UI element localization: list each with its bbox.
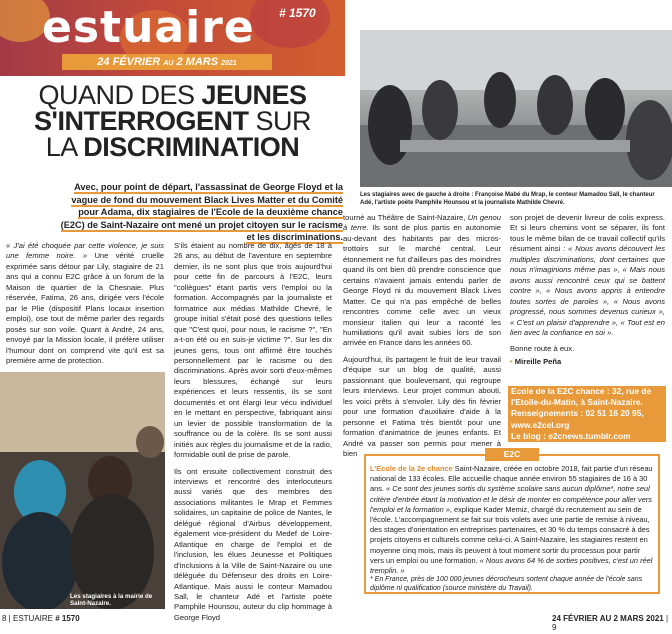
opening-quote: « J'ai été choquée par cette violence, je suis une femme noire. » — [6, 241, 164, 261]
issue-number: # 1570 — [279, 6, 316, 20]
date-au: AU — [163, 60, 174, 67]
e2c-text — [370, 464, 656, 576]
infobox-phone: Renseignements : 02 51 16 20 95, www.e2cel.org — [511, 408, 644, 430]
footer-left: 8 | ESTUAIRE # 1570 — [2, 614, 80, 623]
col2-paragraph: Ils ont ensuite collectivement construit des interviews et rencontré des interlocuteurs aussi variés que des membres des associations militantes le Mrap et Femmes solidaires, un capitaine de police de Nantes, le délégué régional d'Airbus développement, également vice-président du Medef de Loire-Atlantique en charge de l'emploi et de l'inclusion, les élues Jeunesse et Politiques d'inclusions à la Ville de Saint-Nazaire ou une déléguée du Défenseur des droits en Loire-Atlantique. Mais aussi le conteur Mamadou Sall, le chanteur Adé et l'artiste poète Pamphile Hounsou, auteur du clip hommage à George Floyd — [174, 466, 332, 622]
title-part: LA — [45, 132, 84, 162]
date-start: 24 FÉVRIER — [97, 56, 161, 68]
e2c-tag: E2C — [485, 448, 539, 461]
contact-infobox — [508, 386, 666, 442]
footer-magazine: ESTUAIRE — [12, 614, 53, 623]
e2c-body: Saint-Nazaire, créée en octobre 2018, fait partie d'un réseau national de 133 écoles. Elle accueille chaque année environ 55 stagiaires de 16 à 30 ans. — [370, 464, 653, 494]
magazine-logo: estuaire — [42, 2, 255, 53]
testimony-quotes: « Nous avons découvert les multiples discriminations, dont certaines que nous n'imaginions même pas », « Mais nous avons aussi rencontré ceux qui se battent contre », « Nous avons appris à entendre toutes sortes de paroles », « Nous avons progressé, nous sommes devenus curieux », « C'est un plaisir d'apprendre », « Tout est en lien avec la confiance en soi ». — [510, 244, 665, 337]
col2-paragraph: S'ils étaient au nombre de dix, âgés de 18 à 26 ans, au début de l'aventure en septembre dernier, ils ne sont plus que trois aujourd'hui pour cette fin de parcours à l'E2C, leurs "collègues" étant partis vers l'emploi ou la formation. Accompagnés par la journaliste et formatrice aux médias Mathilde Chevré, le groupe initial s'était posé des questions telles que "C'est quoi, pour nous, le racisme ?", "En a-t-on été ou en suis-je victime ?". Sur les dix jeunes gens, tous ont affirmé être touchés personnellement par le racisme ou des discriminations. Après avoir sorti d'eux-mêmes leurs blessures, échangé sur leurs expériences et leurs ressentis, ils se sont documentés et ont élargi leur vécu individuel en le mettant en perspective, fabriquant ainsi un levier de possible transformation de la souffrance ou de la colère. Ils se sont aussi initiés aux règles du journalisme et de la radio, formidable outil de prise de parole. — [174, 241, 332, 460]
article-title — [0, 82, 345, 160]
col3-paragraph: Aujourd'hui, ils partagent le fruit de leur travail d'équipe sur un blog de qualité, aussi passionnant que bouleversant, qui regroupe leurs interviews. Leur projet commun abouti, les voici prêts à s'envoler. Lily dès fin février pour une formation d'auxiliaire d'aide à la personne et Fatima très bientôt pour une formation d'animatrice de jeunes enfants. Et André va passer son permis pour mener à bien — [343, 354, 501, 458]
date-year: 2021 — [221, 60, 237, 67]
photo-stagiaires-mairie — [0, 372, 165, 609]
col1-text: Une vérité cruelle exprimée sans détour par Lily, stagiaire de 21 ans qui a connu E2C grâce à un forum de la Maison de quartier de la Chesnaie. Plus réservée, Fatima, 26 ans, dirigée vers l'école par le Plie (dispositif Plans locaux insertion emploi), ose tout de même parler des regards posés sur son voile. Quant à André, 24 ans, envoyé par la Mission locale, il préfère utiliser l'humour dont on comprend vite qu'il est sa première arme de protection. — [6, 251, 164, 365]
col3-text: . Ils sont de plus partis en autonomie au-devant des habitants par des micros-trottoirs sur le marché central. Leur étonnement ne fut d'ailleurs pas des moindres quand ils ont bien dû prendre conscience que certains n'avaient jamais entendu parler de George Floyd ni du mouvement Black Lives Matter. Ce qui n'a pas empêché de belles rencontres comme celle avec un vieux monsieur italien qui leur a raconté les humiliations qu'il avait subies lors de son arrivée en France dans les années 60. — [343, 223, 501, 348]
footer-right: 24 FÉVRIER AU 2 MARS 2021 | 9 — [552, 614, 669, 632]
column-2 — [174, 241, 332, 629]
col3-text: tourné au Théâtre de Saint-Nazaire, — [343, 213, 468, 222]
col4-closing: Bonne route à eux. — [510, 344, 575, 354]
title-part: S'INTERROGENT — [34, 106, 249, 136]
lead-text: Avec, pour point de départ, l'assassinat de George Floyd et la vague de fond du mouvement Black Lives Matter et du Comité pour Adama, dix stagiaires de l'Ecole de la deuxième chance (E2C) de Saint-Nazaire ont mené un projet citoyen sur le racisme et les discriminations. — [60, 182, 343, 242]
title-part: SUR — [248, 106, 311, 136]
title-part: JEUNES — [201, 80, 307, 110]
photo-stagiaires-intervenants — [360, 30, 672, 187]
column-4: son projet de devenir livreur de colis express. Et si leurs chemins vont se séparer, ils font tous le même bilan de ce travail collectif qu'ils résument ainsi : « Nous avons découvert les multiples discriminations, dont certaines que nous n'imaginions même pas », « Mais nous avons aussi rencontré ceux qui se battent contre », « Nous avons appris à entendre toutes sortes de paroles », « Nous avons progressé, nous sommes devenus curieux », « C'est un plaisir d'apprendre », « Tout est en lien avec la confiance en soi ». Bonne route à eux. • Mireille Peña — [510, 213, 665, 366]
clip-title: Un genou à terre — [343, 213, 502, 233]
col4-text: son projet de devenir livreur de colis express. Et si leurs chemins vont se séparer, ils font tous le même bilan de ce travail collectif qu'ils résument ainsi : — [510, 213, 665, 254]
photo-illustration — [360, 30, 672, 187]
photo-illustration — [0, 372, 165, 609]
e2c-quote: « Nous avons 64 % de sorties positives, c'est un réel tremplin. » — [370, 555, 653, 576]
e2c-quote: « Ce sont des jeunes sortis du système scolaire sans aucun diplôme*, notre seul critère d'entrée étant la motivation et le désir de monter en compétence pour aller vers l'emploi et la formation » — [370, 484, 652, 514]
e2c-body: , explique Kader Memiz, chargé du recrutement au sein de l'école. L'accompagnement se fait sur trois volets avec une partie de remise à niveau, des stages d'orientation en entreprises partenaires, et 30 % du temps consacré à des projets citoyens et culturels comme celui-ci. A Saint-Nazaire, les stagiaires restent en moyenne cinq mois, mais ils peuvent à tout moment sortir du processus pour partir vers un emploi ou une formation. — [370, 504, 650, 565]
issue-date — [62, 54, 272, 70]
page-number-left: 8 — [2, 614, 7, 623]
title-part: DISCRIMINATION — [83, 132, 300, 162]
header-band — [0, 0, 345, 76]
infobox-address: Ecole de la E2C chance : 32, rue de l'Etoile-du-Matin, à Saint-Nazaire. — [511, 386, 652, 408]
page-number-right: 9 — [552, 623, 557, 632]
column-1 — [6, 241, 164, 372]
footer-date: 24 FÉVRIER AU 2 MARS 2021 — [552, 614, 664, 623]
title-part: QUAND DES — [38, 80, 202, 110]
date-end: 2 MARS — [176, 56, 219, 68]
author-signature: Mireille Peña — [514, 356, 562, 366]
footer-issue: # 1570 — [55, 614, 80, 623]
photo-left-caption: Les stagiaires à la mairie de Saint-Nazaire. — [70, 593, 153, 607]
infobox-blog: Le blog : e2cnews.tumblr.com — [511, 430, 631, 441]
article-lead — [60, 181, 343, 244]
e2c-highlight: L'Ecole de la 2e chance — [370, 464, 453, 473]
e2c-footnote: * En France, près de 100 000 jeunes décrocheurs sortent chaque année de l'école sans diplôme ni qualification (source ministère du Travail). — [370, 576, 643, 592]
photo-right-caption: Les stagiaires avec de gauche à droite : Françoise Mabé du Mrap, le conteur Mamadou Sall, le chanteur Adé, l'artiste poète Pamphile Hounsou et la journaliste Mathilde Chevré. — [360, 192, 655, 206]
column-3 — [343, 213, 501, 465]
